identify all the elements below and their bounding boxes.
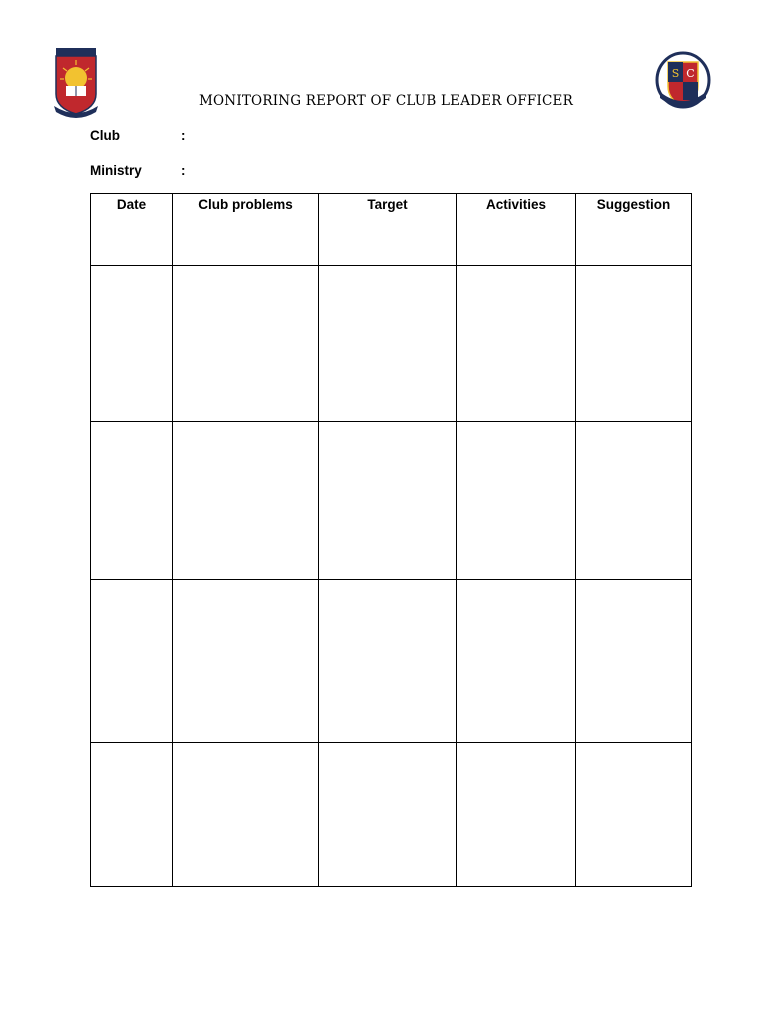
column-header-target: Target — [319, 194, 457, 266]
cell-date — [91, 266, 173, 422]
column-header-date: Date — [91, 194, 173, 266]
monitoring-report-table — [90, 193, 692, 887]
column-header-activities: Activities — [457, 194, 576, 266]
club-label: Club — [90, 128, 120, 143]
cell-target — [319, 743, 457, 887]
table-header-row — [91, 194, 692, 266]
cell-club-problems — [173, 266, 319, 422]
svg-text:C: C — [686, 67, 695, 80]
column-header-suggestion: Suggestion — [576, 194, 692, 266]
cell-date — [91, 743, 173, 887]
cell-club-problems — [173, 743, 319, 887]
cell-target — [319, 266, 457, 422]
cell-activities — [457, 580, 576, 743]
table-row — [91, 266, 692, 422]
cell-target — [319, 422, 457, 580]
cell-activities — [457, 422, 576, 580]
ministry-label: Ministry — [90, 163, 142, 178]
cell-activities — [457, 266, 576, 422]
club-colon: : — [181, 128, 186, 143]
cell-date — [91, 422, 173, 580]
cell-date — [91, 580, 173, 743]
cell-club-problems — [173, 422, 319, 580]
ministry-colon: : — [181, 163, 186, 178]
ministry-field — [90, 163, 186, 178]
club-field — [90, 128, 186, 143]
cell-suggestion — [576, 422, 692, 580]
column-header-club-problems: Club problems — [173, 194, 319, 266]
page-title: MONITORING REPORT OF CLUB LEADER OFFICER — [199, 93, 573, 109]
cell-suggestion — [576, 743, 692, 887]
cell-suggestion — [576, 580, 692, 743]
cell-activities — [457, 743, 576, 887]
table-row — [91, 580, 692, 743]
cell-target — [319, 580, 457, 743]
svg-text:S: S — [671, 67, 680, 80]
table-row — [91, 743, 692, 887]
table-row — [91, 422, 692, 580]
cell-club-problems — [173, 580, 319, 743]
cell-suggestion — [576, 266, 692, 422]
